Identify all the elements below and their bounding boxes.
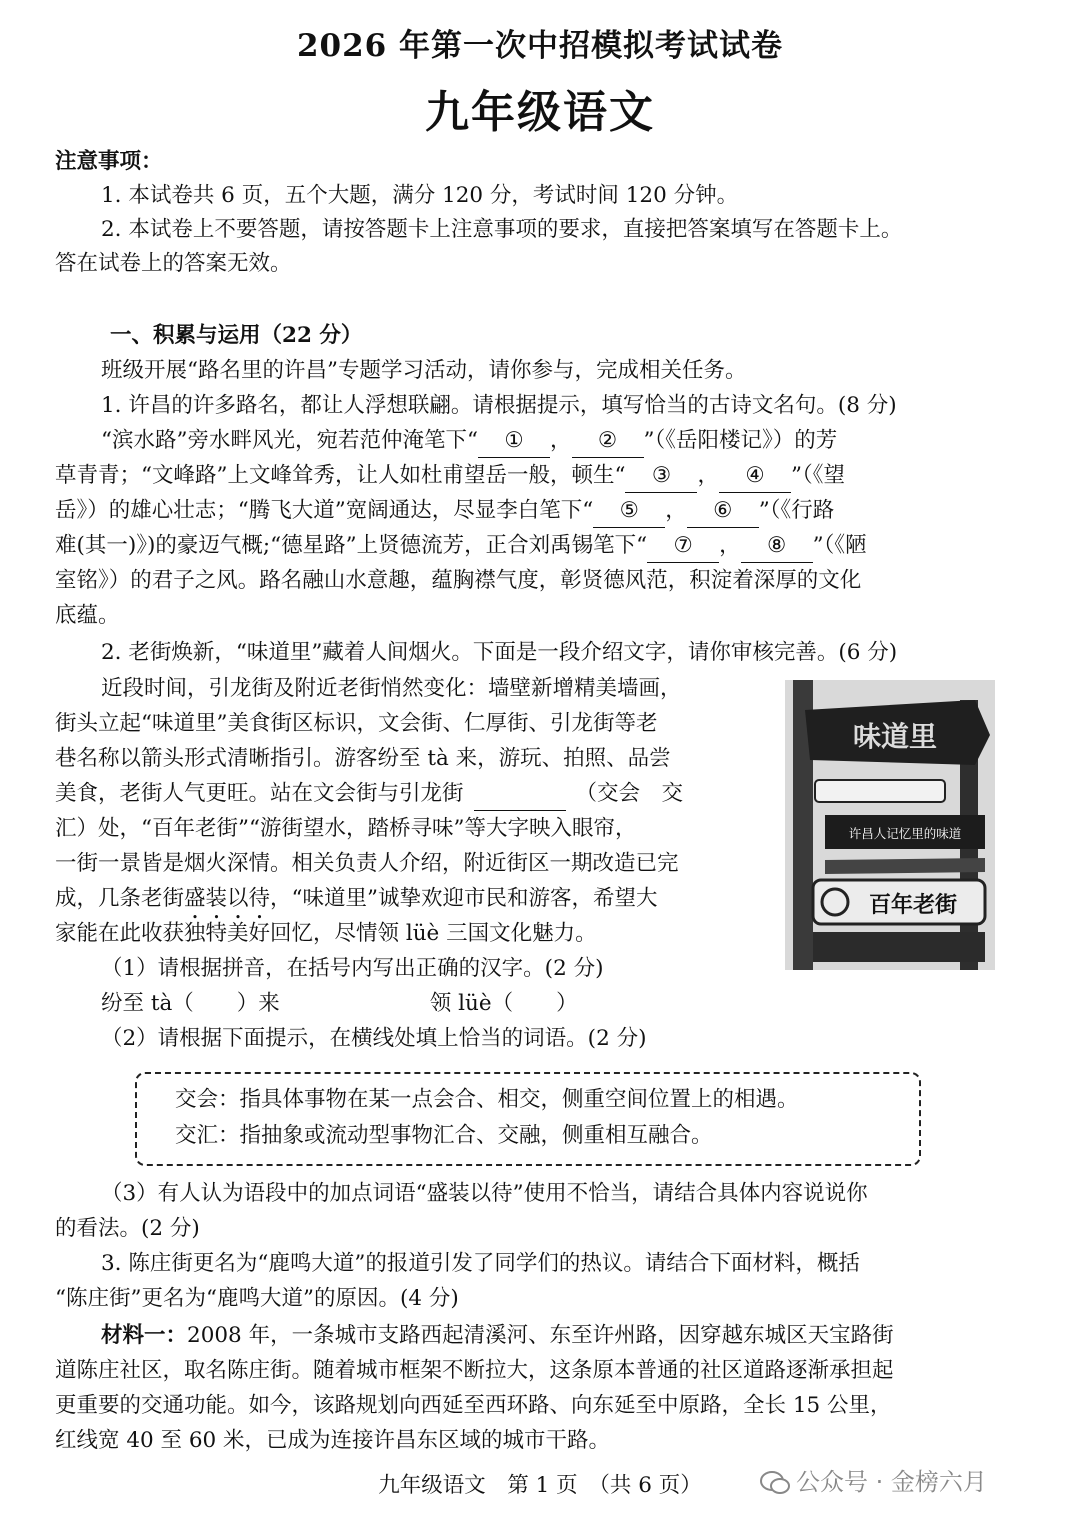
notice-item-2-cont: 答在试卷上的答案无效。	[55, 251, 292, 276]
notice-item-2: 2. 本试卷上不要答题，请按答题卡上注意事项的要求，直接把答案填写在答题卡上。	[101, 217, 903, 242]
sign-middle-text: 许昌人记忆里的味道	[848, 826, 962, 841]
passage-line-6: 一街一景皆是烟火深情。相关负责人介绍，附近街区一期改造已完	[55, 851, 679, 876]
question-1-line-1: “滨水路”旁水畔风光，宛若范仲淹笔下“ ① ， ② ”（《岳阳楼记》）的芳	[55, 425, 1046, 458]
wechat-icon	[760, 1470, 790, 1496]
sign-bottom-text: 百年老街	[868, 892, 958, 918]
sub-question-1: （1）请根据拼音，在括号内写出正确的汉字。(2 分)	[101, 956, 604, 981]
notice-heading: 注意事项：	[55, 149, 163, 174]
passage-line-1: 近段时间，引龙街及附近老街悄然变化：墙壁新增精美墙画，	[101, 676, 682, 701]
watermark	[760, 1462, 987, 1497]
passage-line-8: 家能在此收获独特美好回忆，尽情领 lüè 三国文化魅力。	[55, 921, 597, 946]
material-1-line-4: 红线宽 40 至 60 米，已成为连接许昌东区域的城市干路。	[55, 1428, 611, 1453]
question-1-line-4: 难(其一)》)的豪迈气概;“德星路”上贤德流芳，正合刘禹锡笔下“ ⑦ ， ⑧ ”（《陋	[55, 530, 1000, 563]
blank-5: ⑤	[593, 495, 665, 528]
watermark-text: 公众号 · 金榜六月	[796, 1468, 987, 1496]
passage-line-7: 成，几条老街盛装以待，“味道里”诚挚欢迎市民和游客，希望大	[55, 886, 658, 911]
material-1-line-2: 道陈庄社区，取名陈庄街。随着城市框架不断拉大，这条原本普通的社区道路逐渐承担起	[55, 1358, 894, 1383]
material-1-line-1: 材料一：2008 年，一条城市支路西起清溪河、东至许州路，因穿越东城区天宝路街	[101, 1323, 894, 1348]
passage-line-5: 汇）处，“百年老街”“游街望水，踏桥寻味”等大字映入眼帘，	[55, 816, 637, 841]
passage-line-4: 美食，老街人气更旺。站在文会街与引龙街 （交会 交	[55, 778, 765, 811]
notice-item-1: 1. 本试卷共 6 页，五个大题，满分 120 分，考试时间 120 分钟。	[101, 183, 739, 208]
blank-2: ②	[572, 425, 644, 458]
subject-title: 九年级语文	[425, 87, 655, 138]
sub-question-1-answers	[55, 988, 1046, 1020]
page-footer: 九年级语文 第 1 页 （共 6 页）	[378, 1473, 702, 1498]
question-2-stem: 2. 老街焕新，“味道里”藏着人间烟火。下面是一段介绍文字，请你审核完善。(6 分)	[101, 640, 898, 665]
sub-question-2: （2）请根据下面提示，在横线处填上恰当的词语。(2 分)	[101, 1026, 647, 1051]
hint-line-1: 交会：指具体事物在某一点会合、相交，侧重空间位置上的相遇。	[175, 1087, 799, 1112]
exam-title: 2026 年第一次中招模拟考试试卷	[296, 28, 784, 64]
sign-top-text: 味道里	[852, 720, 938, 753]
sub-question-3: （3）有人认为语段中的加点词语“盛装以待”使用不恰当，请结合具体内容说说你	[101, 1181, 868, 1206]
section-heading: 一、积累与运用（22 分）	[110, 323, 363, 348]
question-1-line-2: 草青青；“文峰路”上文峰耸秀，让人如杜甫望岳一般，顿生“ ③ ， ④ ”（《望	[55, 460, 1000, 493]
sub-question-3-cont: 的看法。(2 分)	[55, 1216, 200, 1241]
answer-lue: 领 lüè（ ）	[429, 991, 578, 1016]
question-1-line-5: 室铭》）的君子之风。路名融山水意趣，蕴胸襟气度，彰贤德风范，积淀着深厚的文化	[55, 568, 862, 593]
street-sign-photo	[785, 680, 995, 970]
question-1-stem: 1. 许昌的许多路名，都让人浮想联翩。请根据提示，填写恰当的古诗文名句。(8 分)	[101, 393, 897, 418]
section-intro: 班级开展“路名里的许昌”专题学习活动，请你参与，完成相关任务。	[101, 358, 747, 383]
question-1-line-6: 底蕴。	[55, 603, 120, 628]
blank-3: ③	[625, 460, 697, 493]
question-1-line-3: 岳》）的雄心壮志；“腾飞大道”宽阔通达，尽显李白笔下“ ⑤ ， ⑥ ”（《行路	[55, 495, 1000, 528]
blank-8: ⑧	[741, 530, 813, 563]
hint-line-2: 交汇：指抽象或流动型事物汇合、交融，侧重相互融合。	[175, 1123, 713, 1148]
dotted-phrase: 盛装以待	[184, 886, 271, 911]
word-blank	[474, 778, 566, 811]
blank-6: ⑥	[687, 495, 759, 528]
hint-box	[135, 1072, 921, 1166]
blank-7: ⑦	[647, 530, 719, 563]
answer-ta: 纷至 tà（ ）来	[101, 991, 280, 1016]
material-1-line-3: 更重要的交通功能。如今，该路规划向西延至西环路、向东延至中原路，全长 15 公里，	[55, 1393, 892, 1418]
blank-4: ④	[719, 460, 791, 493]
passage-line-2: 街头立起“味道里”美食街区标识，文会街、仁厚街、引龙街等老	[55, 711, 658, 736]
question-3-stem-cont: “陈庄街”更名为“鹿鸣大道”的原因。(4 分)	[55, 1286, 459, 1311]
passage-line-3: 巷名称以箭头形式清晰指引。游客纷至 tà 来，游玩、拍照、品尝	[55, 746, 671, 771]
question-3-stem: 3. 陈庄街更名为“鹿鸣大道”的报道引发了同学们的热议。请结合下面材料，概括	[101, 1251, 860, 1276]
blank-1: ①	[478, 425, 550, 458]
